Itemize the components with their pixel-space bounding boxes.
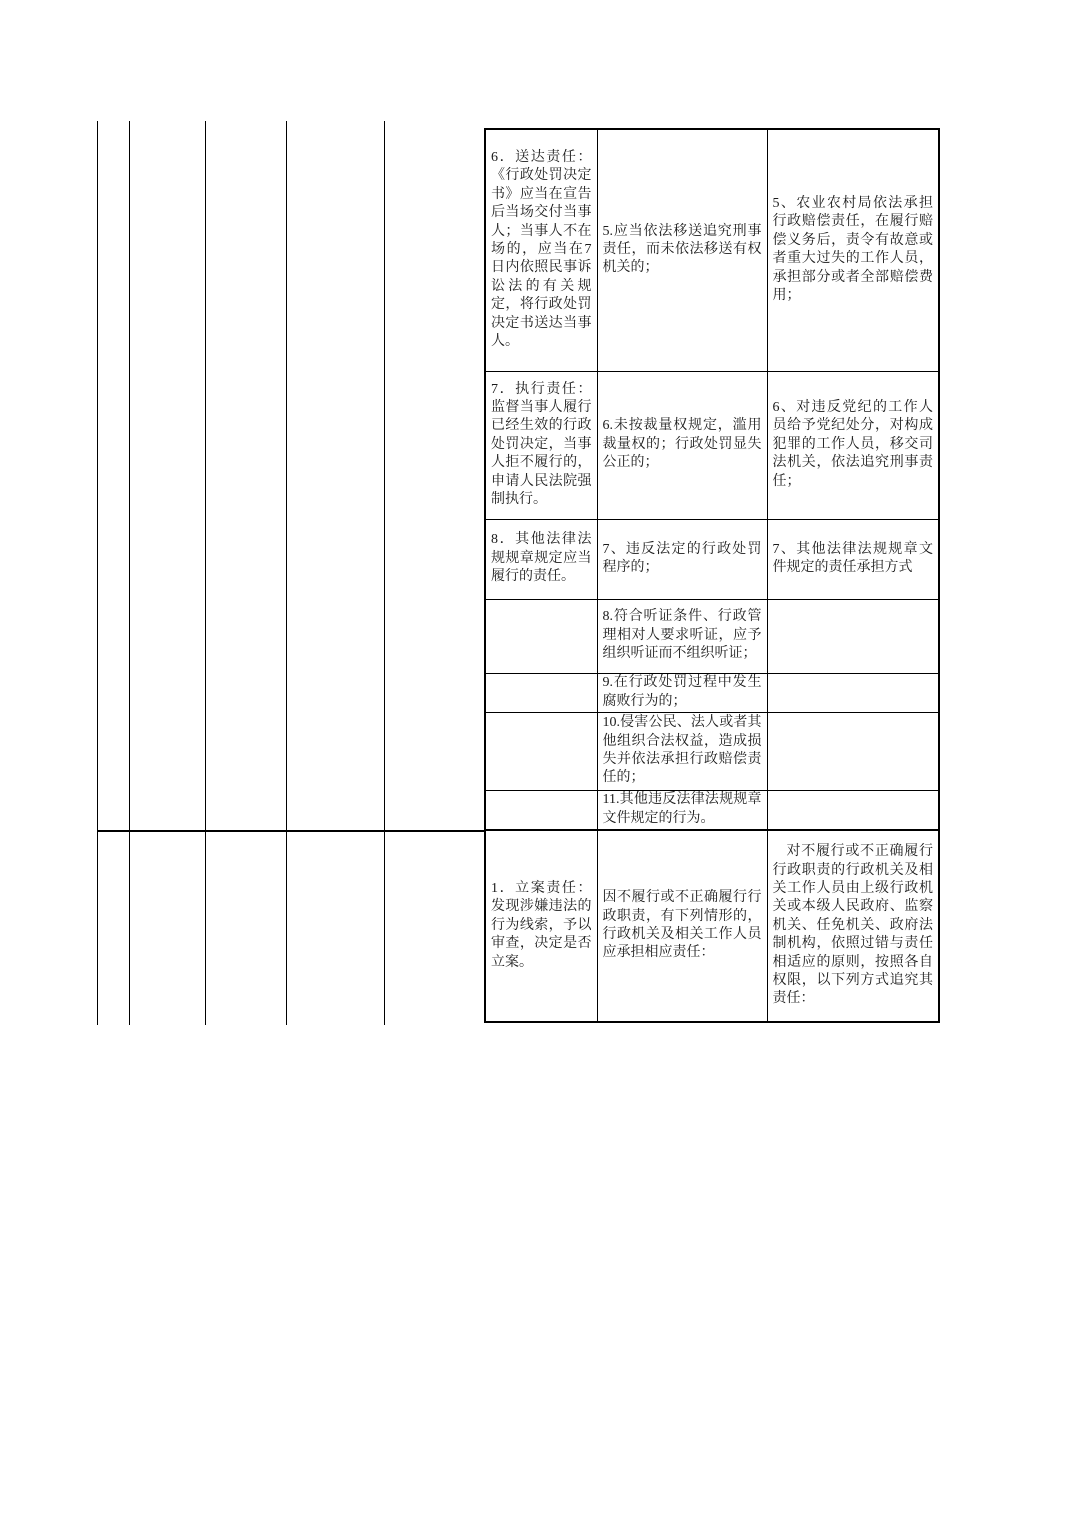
cell-method-6: 6、对违反党纪的工作人员给予党纪处分，对构成犯罪的工作人员，移交司法机关，依法追究刑事责任； bbox=[767, 371, 939, 519]
cell-liability-7: 7、违反法定的行政处罚程序的； bbox=[597, 519, 767, 599]
cell-duty-1-filing: 1．立案责任：发现涉嫌违法的行为线索，予以审查，决定是否立案。 bbox=[485, 830, 597, 1022]
table-row bbox=[485, 790, 939, 830]
table-row bbox=[485, 673, 939, 712]
table-gridline-vertical bbox=[384, 121, 385, 1025]
table-gridline-vertical bbox=[286, 121, 287, 1025]
table-row bbox=[485, 830, 939, 1022]
table-row bbox=[485, 371, 939, 519]
table-section-divider bbox=[97, 830, 485, 832]
empty-cell bbox=[485, 712, 597, 790]
table-row bbox=[485, 599, 939, 673]
cell-duty-8-other: 8．其他法律法规规章规定应当履行的责任。 bbox=[485, 519, 597, 599]
cell-method-7: 7、其他法律法规规章文件规定的责任承担方式 bbox=[767, 519, 939, 599]
empty-cell bbox=[767, 673, 939, 712]
table-gridline-vertical bbox=[97, 121, 98, 1025]
cell-liability-6: 6.未按裁量权规定，滥用裁量权的；行政处罚显失公正的； bbox=[597, 371, 767, 519]
cell-method-intro: 对不履行或不正确履行行政职责的行政机关及相关工作人员由上级行政机关或本级人民政府、监察机关、任免机关、政府法制机构，依照过错与责任相适应的原则，按照各自权限，以下列方式追究其责任： bbox=[767, 830, 939, 1022]
empty-cell bbox=[767, 599, 939, 673]
table-gridline-vertical bbox=[129, 121, 130, 1025]
table-gridline-vertical bbox=[205, 121, 206, 1025]
empty-cell bbox=[767, 790, 939, 830]
empty-cell bbox=[485, 790, 597, 830]
empty-cell bbox=[485, 673, 597, 712]
cell-liability-11: 11.其他违反法律法规规章文件规定的行为。 bbox=[597, 790, 767, 830]
empty-cell bbox=[767, 712, 939, 790]
cell-liability-10: 10.侵害公民、法人或者其他组织合法权益，造成损失并依法承担行政赔偿责任的； bbox=[597, 712, 767, 790]
cell-liability-9: 9.在行政处罚过程中发生腐败行为的； bbox=[597, 673, 767, 712]
cell-method-5: 5、农业农村局依法承担行政赔偿责任，在履行赔偿义务后，责令有故意或者重大过失的工作人员，承担部分或者全部赔偿费用； bbox=[767, 129, 939, 371]
cell-liability-8: 8.符合听证条件、行政管理相对人要求听证，应予组织听证而不组织听证； bbox=[597, 599, 767, 673]
table-row bbox=[485, 519, 939, 599]
cell-liability-intro: 因不履行或不正确履行行政职责，有下列情形的，行政机关及相关工作人员应承担相应责任： bbox=[597, 830, 767, 1022]
cell-duty-6-delivery: 6．送达责任：《行政处罚决定书》应当在宣告后当场交付当事人；当事人不在场的，应当在7日内依照民事诉讼法的有关规定，将行政处罚决定书送达当事人。 bbox=[485, 129, 597, 371]
empty-cell bbox=[485, 599, 597, 673]
table-row bbox=[485, 712, 939, 790]
cell-duty-7-enforcement: 7．执行责任：监督当事人履行已经生效的行政处罚决定，当事人拒不履行的，申请人民法院强制执行。 bbox=[485, 371, 597, 519]
cell-liability-5: 5.应当依法移送追究刑事责任，而未依法移送有权机关的； bbox=[597, 129, 767, 371]
table-row bbox=[485, 129, 939, 371]
responsibility-table bbox=[484, 128, 940, 1023]
